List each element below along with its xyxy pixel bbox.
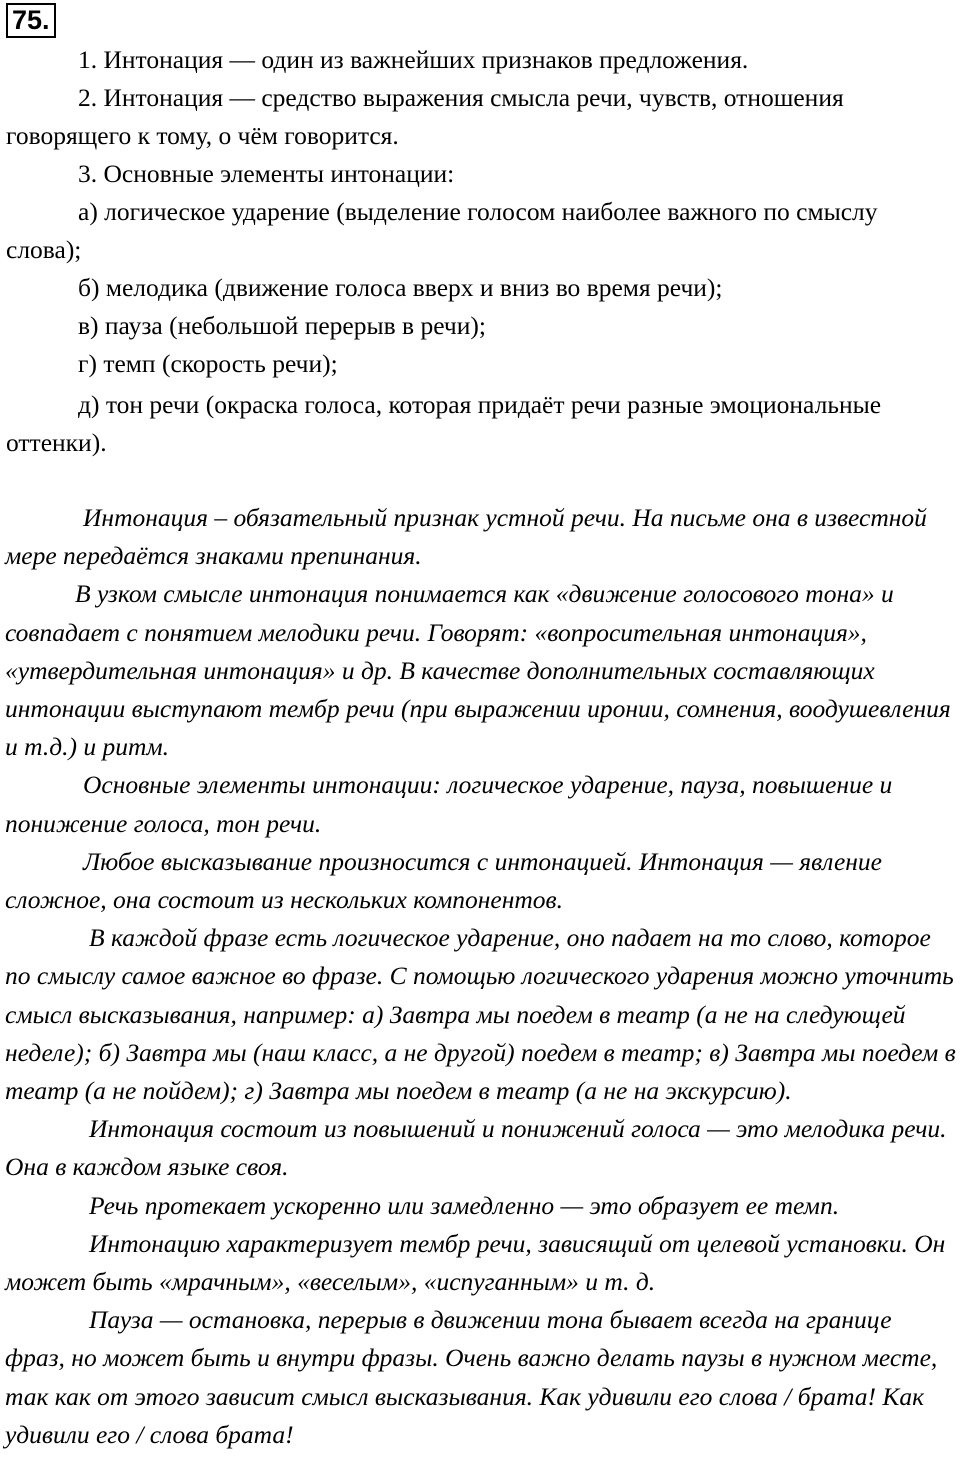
answer-item-1: 1. Интонация — один из важнейших признаков предложения.	[78, 45, 749, 74]
note-paragraph-4: Любое высказывание произносится с интонацией. Интонация — явление сложное, она состоит из нескольких компонентов.	[5, 846, 882, 915]
answer-list	[6, 41, 956, 462]
note-paragraph-9: Пауза — остановка, перерыв в движении тона бывает всегда на границе фраз, но может быть и внутри фразы. Очень важно делать паузы в нужном месте, так как от этого зависит смысл высказывания. Как удивили его слова / брата! Как удивили его / слова брата!	[5, 1305, 938, 1449]
note-paragraph-2: В узком смысле интонация понимается как «движение голосового тона» и совпадает с понятием мелодики речи. Говорят: «вопросительная интонация», «утвердительная интонация» и др. В качестве дополнительных составляющих интонации выступают тембр речи (при выражении иронии, сомнения, воодушевления и т.д.) и ритм.	[5, 579, 951, 762]
answer-item-3: 3. Основные элементы интонации:	[78, 159, 455, 188]
note-paragraph-7: Речь протекает ускоренно или замедленно — это образует ее темп.	[89, 1190, 840, 1220]
answer-subitem-v: в) пауза (небольшой перерыв в речи);	[78, 311, 486, 340]
note-paragraph-6: Интонация состоит из повышений и понижений голоса — это мелодика речи. Она в каждом языке своя.	[5, 1114, 947, 1182]
answer-subitem-d: д) тон речи (окраска голоса, которая придаёт речи разные эмоциональные оттенки).	[6, 390, 882, 457]
note-paragraph-3: Основные элементы интонации: логическое ударение, пауза, повышение и понижение голоса, тон речи.	[5, 770, 893, 838]
answer-subitem-a: а) логическое ударение (выделение голосом наиболее важного по смыслу слова);	[6, 197, 878, 264]
explanation-text	[5, 499, 957, 1454]
answer-subitem-g: г) темп (скорость речи);	[78, 349, 338, 378]
answer-subitem-b: б) мелодика (движение голоса вверх и вниз во время речи);	[78, 273, 723, 302]
note-paragraph-1: Интонация – обязательный признак устной речи. На письме она в известной мере передаётся знаками препинания.	[5, 503, 927, 571]
note-paragraph-5: В каждой фразе есть логическое ударение, оно падает на то слово, которое по смыслу самое важное во фразе. С помощью логического ударения можно уточнить смысл высказывания, например: а) Завтра мы поедем в театр (а не на следующей неделе); б) Завтра мы (наш класс, а не другой) поедем в театр; в) Завтра мы поедем в театр (а не пойдем); г) Завтра мы поедем в театр (а не на экскурсию).	[5, 923, 956, 1106]
exercise-number-badge: 75.	[6, 3, 56, 38]
answer-item-2: 2. Интонация — средство выражения смысла речи, чувств, отношения говорящего к тому, о чём говорится.	[6, 83, 844, 150]
note-paragraph-8: Интонацию характеризует тембр речи, зависящий от целевой установки. Он может быть «мрачным», «веселым», «испуганным» и т. д.	[5, 1228, 946, 1297]
